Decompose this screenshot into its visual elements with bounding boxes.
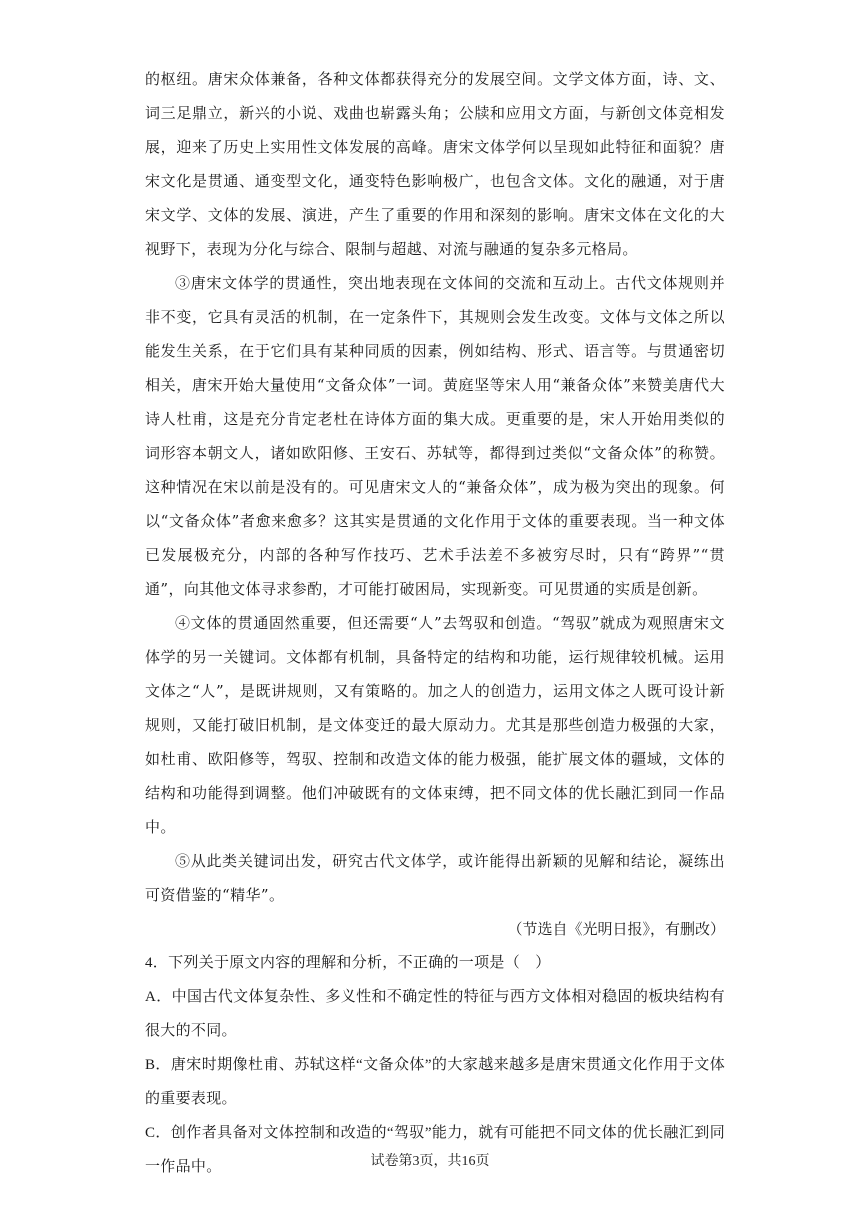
passage-paragraph-3: ③唐宋文体学的贯通性，突出地表现在文体间的交流和互动上。古代文体规则并非不变，它具有灵活的机制，在一定条件下，其规则会发生改变。文体与文体之所以能发生关系，在于它们具有某种同质的因素，例如结构、形式、语言等。与贯通密切相关，唐宋开始大量使用“文备众体”一词。黄庭坚等宋人用“兼备众体”来赞美唐代大诗人杜甫，这是充分肯定老杜在诗体方面的集大成。更重要的是，宋人开始用类似的词形容本朝文人，诸如欧阳修、王安石、苏轼等，都得到过类似“文备众体”的称赞。这种情况在宋以前是没有的。可见唐宋文人的“兼备众体”，成为极为突出的现象。何以“文备众体”者愈来愈多？这其实是贯通的文化作用于文体的重要表现。当一种文体已发展极充分，内部的各种写作技巧、艺术手法差不多被穷尽时，只有“跨界”“贯通”，向其他文体寻求参酌，才可能打破困局，实现新变。可见贯通的实质是创新。 xyxy=(145,274,725,598)
question-option-a: A．中国古代文体复杂性、多义性和不确定性的特征与西方文体相对稳固的板块结构有很大的不同。 xyxy=(145,989,725,1039)
passage-body xyxy=(145,62,725,1184)
question-option-c: C．创作者具备对文体控制和改造的“驾驭”能力，就有可能把不同文体的优长融汇到同一作品中。 xyxy=(145,1125,725,1175)
passage-source: （节选自《光明日报》，有删改） xyxy=(507,920,725,938)
question-option-b: B．唐宋时期像杜甫、苏轼这样“文备众体”的大家越来越多是唐宋贯通文化作用于文体的重要表现。 xyxy=(145,1057,725,1107)
question-stem: 4．下列关于原文内容的理解和分析，不正确的一项是（ ） xyxy=(145,955,551,971)
passage-paragraph-5: ⑤从此类关键词出发，研究古代文体学，或许能得出新颖的见解和结论，凝练出可资借鉴的“精华”。 xyxy=(145,852,725,904)
passage-paragraph-2-continued: 的枢纽。唐宋众体兼备，各种文体都获得充分的发展空间。文学文体方面，诗、文、词三足鼎立，新兴的小说、戏曲也崭露头角；公牍和应用文方面，与新创文体竞相发展，迎来了历史上实用性文体发展的高峰。唐宋文体学何以呈现如此特征和面貌？唐宋文化是贯通、通变型文化，通变特色影响极广，也包含文体。文化的融通，对于唐宋文学、文体的发展、演进，产生了重要的作用和深刻的影响。唐宋文体在文化的大视野下，表现为分化与综合、限制与超越、对流与融通的复杂多元格局。 xyxy=(145,70,725,258)
passage-paragraph-4: ④文体的贯通固然重要，但还需要“人”去驾驭和创造。“驾驭”就成为观照唐宋文体学的另一关键词。文体都有机制，具备特定的结构和功能，运行规律较机械。运用文体之“人”，是既讲规则，又有策略的。加之人的创造力，运用文体之人既可设计新规则，又能打破旧机制，是文体变迁的最大原动力。尤其是那些创造力极强的大家，如杜甫、欧阳修等，驾驭、控制和改造文体的能力极强，能扩展文体的疆域，文体的结构和功能得到调整。他们冲破既有的文体束缚，把不同文体的优长融汇到同一作品中。 xyxy=(145,614,725,836)
page-footer: 试卷第3页，共16页 xyxy=(370,1154,490,1169)
